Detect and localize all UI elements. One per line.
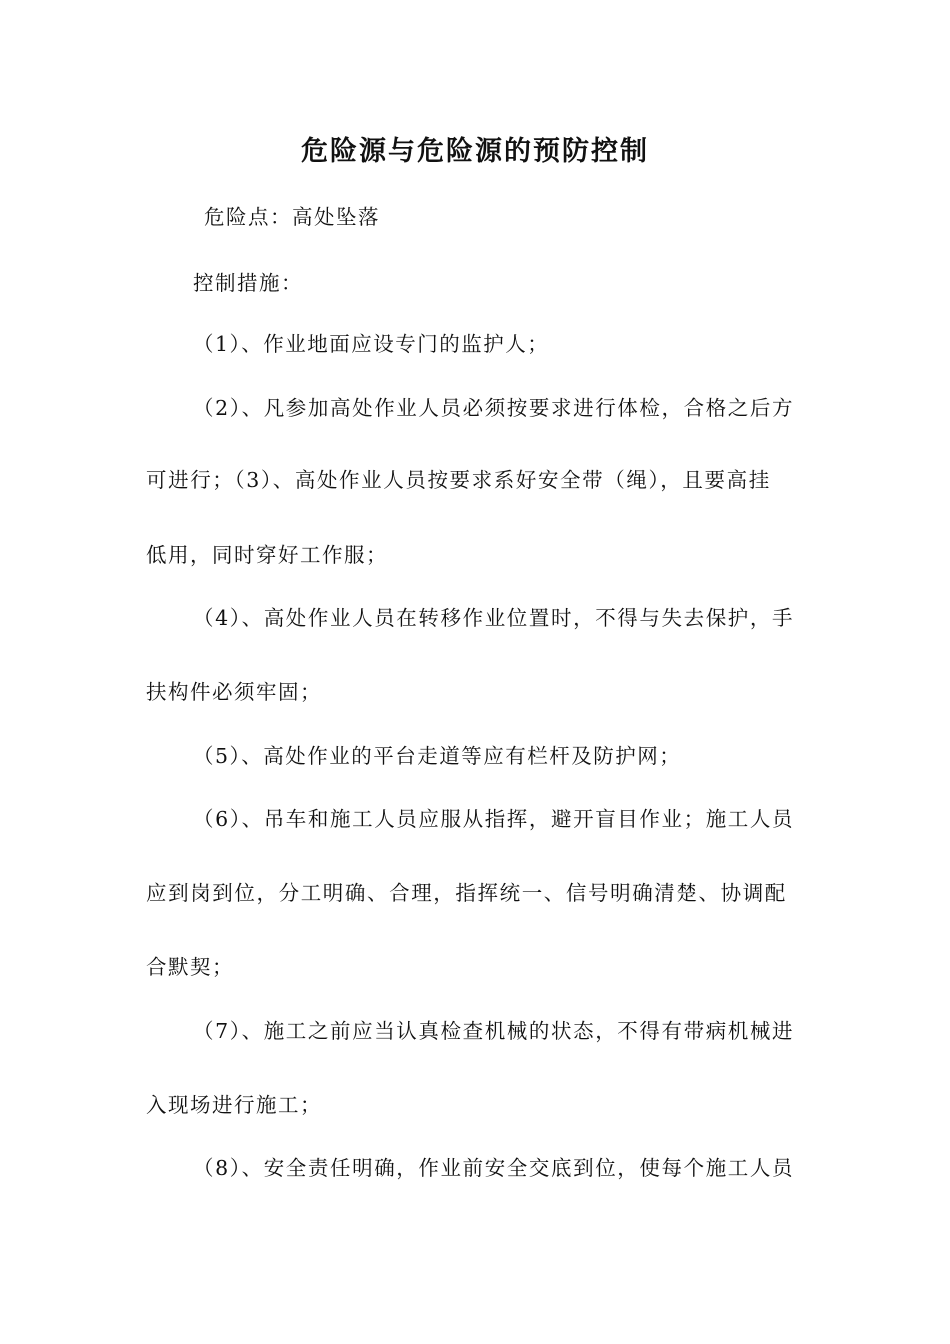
measure-2-line-1: （2）、凡参加高处作业人员必须按要求进行体检，合格之后方	[193, 396, 795, 420]
measure-6-line-2: 应到岗到位，分工明确、合理，指挥统一、信号明确清楚、协调配	[146, 881, 787, 905]
measure-4-line-2: 扶构件必须牢固；	[146, 680, 322, 704]
measure-7-line-1: （7）、施工之前应当认真检查机械的状态，不得有带病机械进	[193, 1019, 795, 1043]
measure-7-line-2: 入现场进行施工；	[146, 1093, 322, 1117]
measure-1-line: （1）、作业地面应设专门的监护人；	[193, 332, 550, 356]
measure-8-line-1: （8）、安全责任明确，作业前安全交底到位，使每个施工人员	[193, 1156, 795, 1180]
measure-6-line-3: 合默契；	[146, 955, 234, 979]
measure-2-3-line: 可进行；（3）、高处作业人员按要求系好安全带（绳），且要高挂	[146, 468, 771, 492]
page-title: 危险源与危险源的预防控制	[301, 136, 649, 167]
measure-6-line-1: （6）、吊车和施工人员应服从指挥，避开盲目作业；施工人员	[193, 807, 795, 831]
measure-4-line-1: （4）、高处作业人员在转移作业位置时，不得与失去保护，手	[193, 606, 795, 630]
measure-3-line-2: 低用，同时穿好工作服；	[146, 543, 388, 567]
hazard-point-line: 危险点：高处坠落	[204, 205, 380, 229]
measure-5-line: （5）、高处作业的平台走道等应有栏杆及防护网；	[193, 744, 682, 768]
control-measures-heading: 控制措施：	[193, 271, 303, 295]
